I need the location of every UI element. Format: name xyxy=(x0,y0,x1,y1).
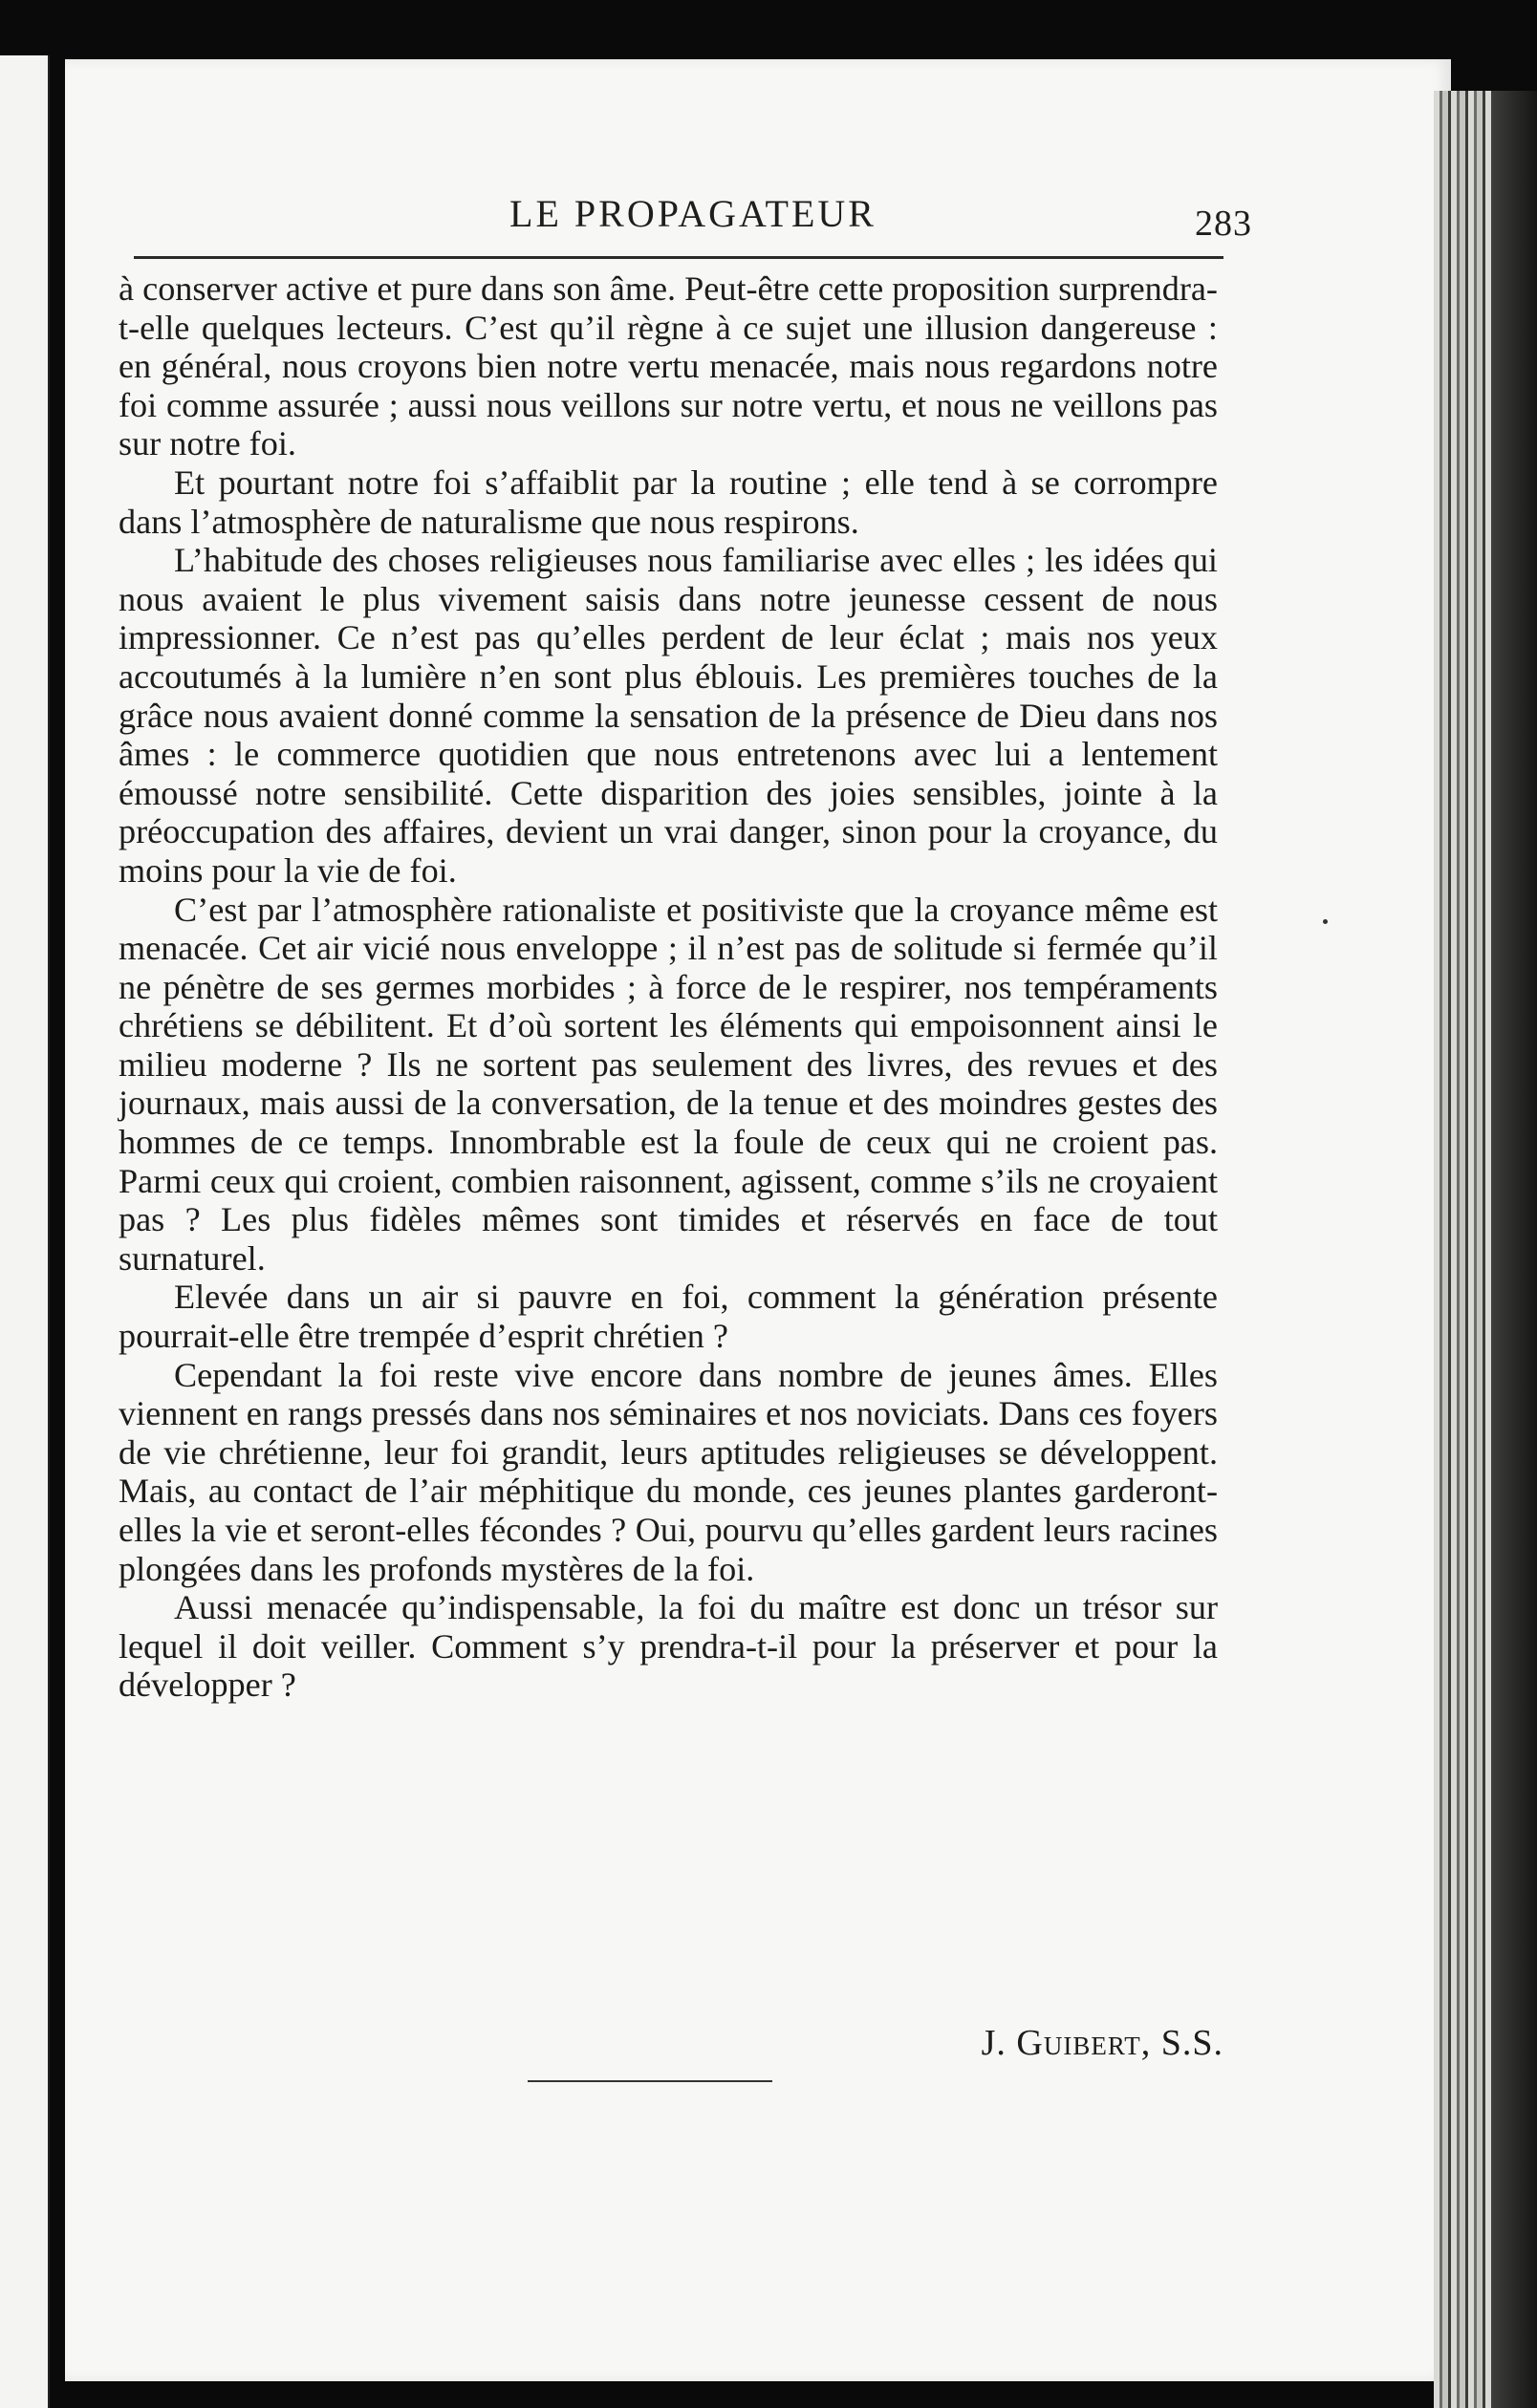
paragraph: à conserver active et pure dans son âme. Peut-être cette proposition surprendra-t-elle quelques lecteurs. C’est qu’il règne à ce sujet une illusion dangereuse : en général, nous croyons bien notre vertu menacée, mais nous regardons notre foi comme assurée ; aussi nous veillons sur notre vertu, et nous ne veillons pas sur notre foi. xyxy=(119,269,1218,463)
paragraph: Et pourtant notre foi s’affaiblit par la routine ; elle tend à se corrompre dans l’atmosphère de naturalisme que nous respirons. xyxy=(119,462,1218,541)
header-rule xyxy=(134,256,1223,259)
facing-page-edge xyxy=(0,55,50,2408)
page-number: 283 xyxy=(1195,204,1252,244)
running-title: LE PROPAGATEUR xyxy=(509,192,877,235)
scan-speck xyxy=(1323,919,1328,924)
paragraph: L’habitude des choses religieuses nous familiarise avec elles ; les idées qui nous avaient le plus vivement saisis dans notre jeunesse cessent de nous impressionner. Ce n’est pas qu’elles perdent de leur éclat ; mais nos yeux accoutumés à la lumière n’en sont plus éblouis. Les premières touches de la grâce nous avaient donné comme la sensation de la présence de Dieu dans nos âmes : le commerce quotidien que nous entretenons avec lui a lentement émoussé notre sensibilité. Cette disparition des joies sensibles, jointe à la préoccupation des affaires, devient un vrai danger, sinon pour la croyance, du moins pour la vie de foi. xyxy=(119,541,1218,890)
paragraph: Elevée dans un air si pauvre en foi, comment la génération présente pourrait-elle être trempée d’esprit chrétien ? xyxy=(119,1278,1218,1356)
book-spine-shadow xyxy=(1491,91,1537,2408)
paragraph: C’est par l’atmosphère rationaliste et positiviste que la croyance même est menacée. Cet air vicié nous enveloppe ; il n’est pas de solitude si fermée qu’il ne pénètre de ses germes morbides ; à force de le respirer, nos tempéraments chrétiens se débilitent. Et d’où sortent les éléments qui empoisonnent ainsi le milieu moderne ? Ils ne sortent pas seulement des livres, des revues et des journaux, mais aussi de la conversation, de la tenue et des moindres gestes des hommes de ce temps. Innombrable est la foule de ceux qui ne croient pas. Parmi ceux qui croient, combien raisonnent, agissent, comme s’ils ne croyaient pas ? Les plus fidèles mêmes sont timides et réservés en face de tout surnaturel. xyxy=(119,890,1218,1278)
closing-rule xyxy=(528,2080,772,2082)
paragraph: Aussi menacée qu’indispensable, la foi du maître est donc un trésor sur lequel il doit veiller. Comment s’y prendra-t-il pour la préserver et pour la développer ? xyxy=(119,1588,1218,1705)
page-header xyxy=(134,187,1252,245)
author-signature: J. Guibert, S.S. xyxy=(981,2023,1223,2063)
paragraph: Cependant la foi reste vive encore dans nombre de jeunes âmes. Elles viennent en rangs pressés dans nos séminaires et nos noviciats. Dans ces foyers de vie chrétienne, leur foi grandit, leurs aptitudes religieuses se développent. Mais, au contact de l’air méphitique du monde, ces jeunes plantes garderont-elles la vie et seront-elles fécondes ? Oui, pourvu qu’elles gardent leurs racines plongées dans les profonds mystères de la foi. xyxy=(119,1355,1218,1588)
article-body xyxy=(119,269,1218,1705)
